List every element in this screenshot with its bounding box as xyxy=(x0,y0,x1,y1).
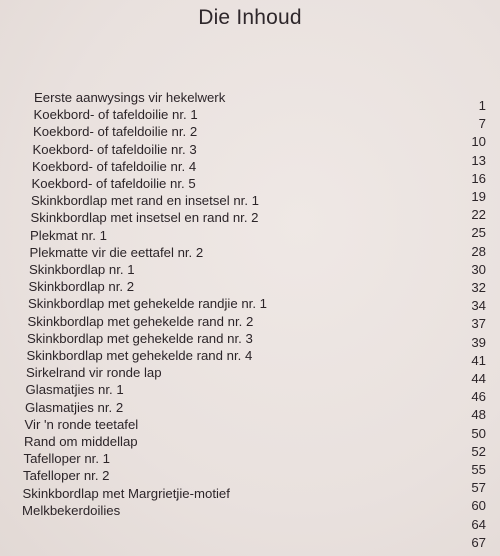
toc-entry-page-number: 7 xyxy=(478,116,486,132)
toc-entry-page-number: 19 xyxy=(471,189,486,204)
toc-entry-page-number: 37 xyxy=(471,316,486,332)
toc-entry-page-number: 32 xyxy=(471,280,486,295)
toc-entry-page-number: 48 xyxy=(471,407,486,423)
toc-entry-title: Glasmatjies nr. 1 xyxy=(25,382,124,398)
toc-entry-page-number: 22 xyxy=(471,207,486,223)
toc-entry-title: Tafelloper nr. 2 xyxy=(23,468,110,484)
toc-entry-page-number: 44 xyxy=(471,371,486,386)
toc-entry-page-number: 52 xyxy=(471,443,486,459)
toc-entry-title: Koekbord- of tafeldoilie nr. 4 xyxy=(32,158,197,174)
toc-entry-page-number: 13 xyxy=(471,152,486,168)
toc-entry-title: Skinkbordlap met rand en insetsel nr. 1 xyxy=(31,193,259,209)
toc-entry-title: Rand om middellap xyxy=(24,434,138,449)
toc-entry-title: Vir 'n ronde teetafel xyxy=(24,416,139,432)
page-title: Die Inhoud xyxy=(198,6,302,29)
toc-entry-title: Koekbord- of tafeldoilie nr. 5 xyxy=(31,176,196,191)
toc-entry-title: Eerste aanwysings vir hekelwerk xyxy=(34,90,226,105)
toc-entry-page-number: 10 xyxy=(471,134,486,150)
toc-entry-title: Koekbord- of tafeldoilie nr. 1 xyxy=(33,107,198,123)
toc-entry-title: Koekbord- of tafeldoilie nr. 2 xyxy=(33,124,198,140)
toc-entry-title: Plekmatte vir die eettafel nr. 2 xyxy=(29,244,204,260)
toc-entry-title: Glasmatjies nr. 2 xyxy=(25,399,124,415)
toc-entry-page-number: 28 xyxy=(471,243,486,259)
toc-entry-title: Skinkbordlap nr. 2 xyxy=(28,279,135,295)
toc-entry-title: Skinkbordlap met gehekelde rand nr. 2 xyxy=(27,313,254,329)
toc-entry-title: Plekmat nr. 1 xyxy=(30,227,107,243)
toc-entry-title: Skinkbordlap met Margrietjie-motief xyxy=(22,485,230,501)
toc-entry-title: Sirkelrand vir ronde lap xyxy=(26,365,162,381)
toc-entry-title: Tafelloper nr. 1 xyxy=(23,451,111,467)
toc-entry-page-number: 67 xyxy=(471,534,486,550)
toc-entry-page-number: 50 xyxy=(471,425,486,441)
toc-entry-page-number: 64 xyxy=(471,516,486,532)
toc-entry-page-number: 30 xyxy=(471,261,486,277)
toc-entry-title: Melkbekerdoilies xyxy=(22,502,121,518)
toc-entry-page-number: 39 xyxy=(471,334,486,350)
toc-entry-page-number: 57 xyxy=(471,480,486,496)
toc-entry-title: Skinkbordlap met gehekelde rand nr. 3 xyxy=(27,330,253,346)
toc-entry-title: Skinkbordlap nr. 1 xyxy=(29,262,135,277)
toc-entry-title: Skinkbordlap met gehekelde randjie nr. 1 xyxy=(28,296,267,312)
toc-entry-page-number: 25 xyxy=(471,225,486,241)
toc-entry-page-number: 60 xyxy=(471,498,486,514)
toc-entry-title: Skinkbordlap met insetsel en rand nr. 2 xyxy=(30,210,259,226)
toc-entry-page-number: 34 xyxy=(471,298,486,314)
toc-entry-title: Koekbord- of tafeldoilie nr. 3 xyxy=(32,141,197,157)
toc-entry-page-number: 46 xyxy=(471,389,486,405)
toc-entry-page-number: 41 xyxy=(471,352,486,368)
toc-entry-page-number: 1 xyxy=(478,98,486,113)
toc-entry-title: Skinkbordlap met gehekelde rand nr. 4 xyxy=(26,348,253,363)
toc-entry-page-number: 55 xyxy=(471,462,486,477)
toc-entry-page-number: 16 xyxy=(471,170,486,186)
